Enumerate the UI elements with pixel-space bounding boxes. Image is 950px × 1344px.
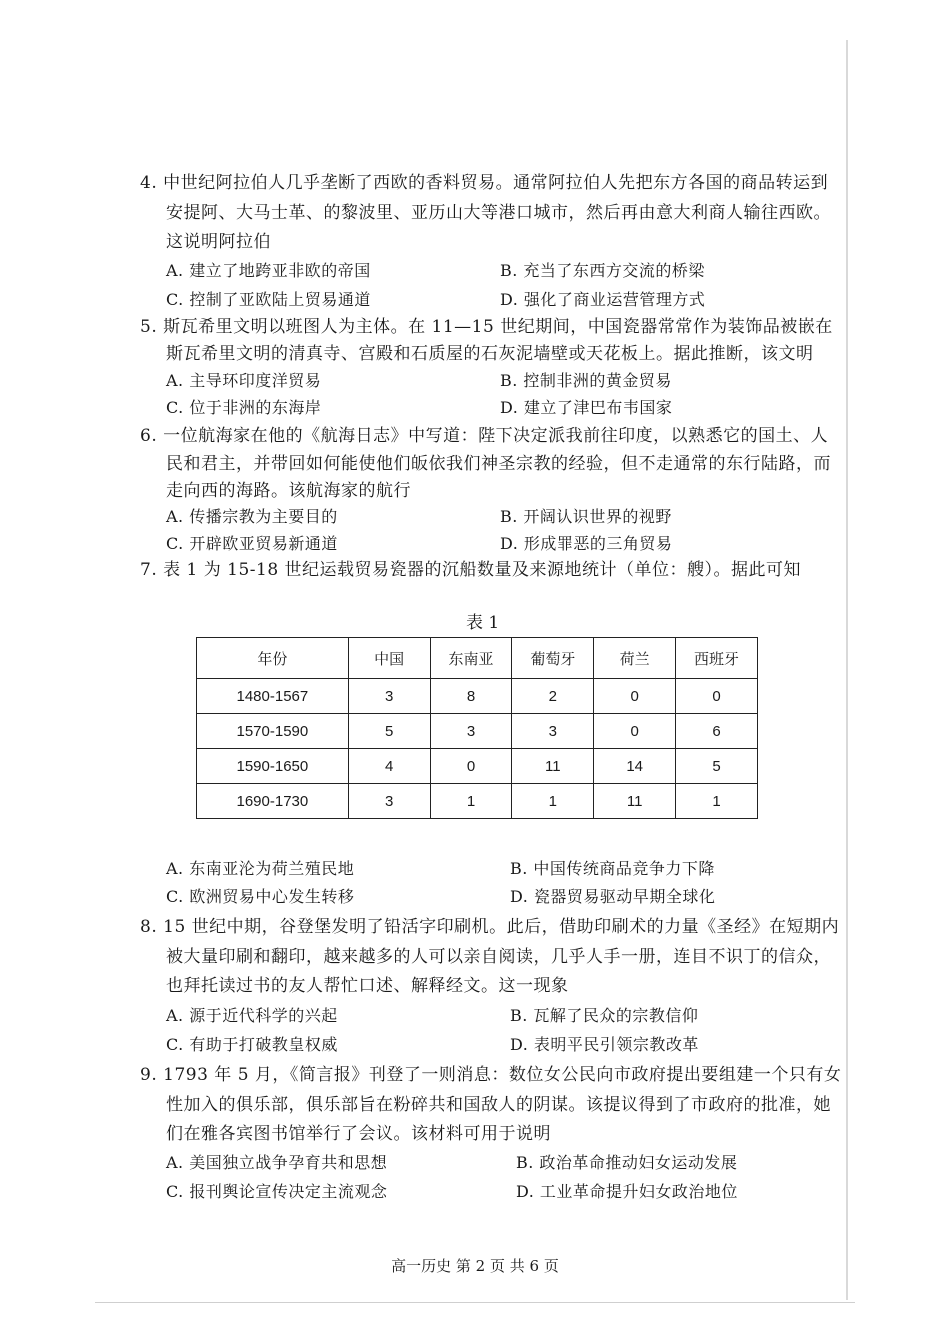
question-4-option-a[interactable]: A. 建立了地跨亚非欧的帝国 bbox=[166, 261, 371, 280]
table-cell: 4 bbox=[348, 749, 430, 784]
table-cell: 5 bbox=[676, 749, 758, 784]
table-row bbox=[197, 784, 758, 819]
question-5-option-b[interactable]: B. 控制非洲的黄金贸易 bbox=[500, 371, 672, 390]
question-7-option-b[interactable]: B. 中国传统商品竞争力下降 bbox=[510, 859, 715, 878]
table-cell: 3 bbox=[348, 784, 430, 819]
table-caption: 表 1 bbox=[466, 613, 500, 633]
table-header-cell: 中国 bbox=[348, 638, 430, 679]
question-4-option-d[interactable]: D. 强化了商业运营管理方式 bbox=[500, 290, 706, 309]
table-cell: 14 bbox=[594, 749, 676, 784]
question-8-option-b[interactable]: B. 瓦解了民众的宗教信仰 bbox=[510, 1006, 699, 1025]
question-9-line-1: 9. 1793 年 5 月，《简言报》刊登了一则消息：数位女公民向市政府提出要组建一个只有女 bbox=[140, 1065, 842, 1085]
question-9-line-3: 们在雅各宾图书馆举行了会议。该材料可用于说明 bbox=[166, 1124, 551, 1144]
table-header-cell: 年份 bbox=[197, 638, 349, 679]
question-6-option-a[interactable]: A. 传播宗教为主要目的 bbox=[166, 507, 338, 526]
table-header-cell: 荷兰 bbox=[594, 638, 676, 679]
table-cell: 0 bbox=[430, 749, 512, 784]
table-cell: 2 bbox=[512, 679, 594, 714]
table-cell: 3 bbox=[512, 714, 594, 749]
question-6-line-2: 民和君主，并带回如何能使他们皈依我们神圣宗教的经验，但不走通常的东行陆路，而 bbox=[166, 454, 831, 474]
table-cell: 1 bbox=[512, 784, 594, 819]
question-7-line-1: 7. 表 1 为 15-18 世纪运载贸易瓷器的沉船数量及来源地统计（单位：艘）。据此可知 bbox=[140, 560, 802, 580]
table-cell: 1 bbox=[676, 784, 758, 819]
question-5-line-2: 斯瓦希里文明的清真寺、宫殿和石质屋的石灰泥墙壁或天花板上。据此推断，该文明 bbox=[166, 344, 814, 364]
table-cell: 3 bbox=[348, 679, 430, 714]
question-4-option-b[interactable]: B. 充当了东西方交流的桥梁 bbox=[500, 261, 705, 280]
scan-edge-right bbox=[846, 40, 848, 1300]
question-9-option-a[interactable]: A. 美国独立战争孕育共和思想 bbox=[166, 1153, 388, 1172]
shipwreck-table bbox=[196, 637, 758, 819]
question-8-option-d[interactable]: D. 表明平民引领宗教改革 bbox=[510, 1035, 699, 1054]
table-header-row bbox=[197, 638, 758, 679]
question-4-line-3: 这说明阿拉伯 bbox=[166, 232, 271, 252]
question-6-line-3: 走向西的海路。该航海家的航行 bbox=[166, 481, 411, 501]
table-cell: 6 bbox=[676, 714, 758, 749]
question-5-line-1: 5. 斯瓦希里文明以班图人为主体。在 11—15 世纪期间，中国瓷器常常作为装饰品被嵌在 bbox=[140, 317, 833, 337]
table-row bbox=[197, 749, 758, 784]
question-9-line-2: 性加入的俱乐部，俱乐部旨在粉碎共和国敌人的阴谋。该提议得到了市政府的批准，她 bbox=[166, 1095, 831, 1115]
question-8-line-1: 8. 15 世纪中期，谷登堡发明了铅活字印刷机。此后，借助印刷术的力量《圣经》在短期内 bbox=[140, 917, 840, 937]
table-cell: 0 bbox=[594, 714, 676, 749]
table-header-cell: 葡萄牙 bbox=[512, 638, 594, 679]
question-6-option-d[interactable]: D. 形成罪恶的三角贸易 bbox=[500, 534, 673, 553]
table-cell: 1480-1567 bbox=[197, 679, 349, 714]
question-5-option-d[interactable]: D. 建立了津巴布韦国家 bbox=[500, 398, 673, 417]
scan-edge-bottom bbox=[95, 1302, 855, 1303]
question-4-line-1: 4. 中世纪阿拉伯人几乎垄断了西欧的香料贸易。通常阿拉伯人先把东方各国的商品转运到 bbox=[140, 173, 829, 193]
table-cell: 1570-1590 bbox=[197, 714, 349, 749]
table-cell: 1590-1650 bbox=[197, 749, 349, 784]
table-cell: 0 bbox=[594, 679, 676, 714]
table-cell: 3 bbox=[430, 714, 512, 749]
question-4-line-2: 安提阿、大马士革、的黎波里、亚历山大等港口城市，然后再由意大利商人输往西欧。 bbox=[166, 203, 831, 223]
table-cell: 5 bbox=[348, 714, 430, 749]
table-cell: 11 bbox=[594, 784, 676, 819]
question-8-option-c[interactable]: C. 有助于打破教皇权威 bbox=[166, 1035, 338, 1054]
question-6-option-b[interactable]: B. 开阔认识世界的视野 bbox=[500, 507, 672, 526]
question-6-option-c[interactable]: C. 开辟欧亚贸易新通道 bbox=[166, 534, 338, 553]
question-7-option-a[interactable]: A. 东南亚沦为荷兰殖民地 bbox=[166, 859, 355, 878]
table-row bbox=[197, 714, 758, 749]
question-8-line-2: 被大量印刷和翻印，越来越多的人可以亲自阅读，几乎人手一册，连目不识丁的信众， bbox=[166, 947, 831, 967]
table-row bbox=[197, 679, 758, 714]
question-7-option-c[interactable]: C. 欧洲贸易中心发生转移 bbox=[166, 887, 355, 906]
question-5-option-c[interactable]: C. 位于非洲的东海岸 bbox=[166, 398, 322, 417]
table-cell: 1 bbox=[430, 784, 512, 819]
question-9-option-c[interactable]: C. 报刊舆论宣传决定主流观念 bbox=[166, 1182, 388, 1201]
table-cell: 0 bbox=[676, 679, 758, 714]
question-8-option-a[interactable]: A. 源于近代科学的兴起 bbox=[166, 1006, 338, 1025]
table-cell: 11 bbox=[512, 749, 594, 784]
question-7-option-d[interactable]: D. 瓷器贸易驱动早期全球化 bbox=[510, 887, 716, 906]
table-header-cell: 西班牙 bbox=[676, 638, 758, 679]
table-cell: 8 bbox=[430, 679, 512, 714]
table-header-cell: 东南亚 bbox=[430, 638, 512, 679]
question-4-option-c[interactable]: C. 控制了亚欧陆上贸易通道 bbox=[166, 290, 371, 309]
question-6-line-1: 6. 一位航海家在他的《航海日志》中写道：陛下决定派我前往印度，以熟悉它的国土、人 bbox=[140, 426, 829, 446]
table-cell: 1690-1730 bbox=[197, 784, 349, 819]
question-5-option-a[interactable]: A. 主导环印度洋贸易 bbox=[166, 371, 322, 390]
question-8-line-3: 也拜托读过书的友人帮忙口述、解释经文。这一现象 bbox=[166, 976, 569, 996]
question-9-option-d[interactable]: D. 工业革命提升妇女政治地位 bbox=[516, 1182, 738, 1201]
question-9-option-b[interactable]: B. 政治革命推动妇女运动发展 bbox=[516, 1153, 738, 1172]
page-footer: 高一历史 第 2 页 共 6 页 bbox=[391, 1257, 559, 1275]
